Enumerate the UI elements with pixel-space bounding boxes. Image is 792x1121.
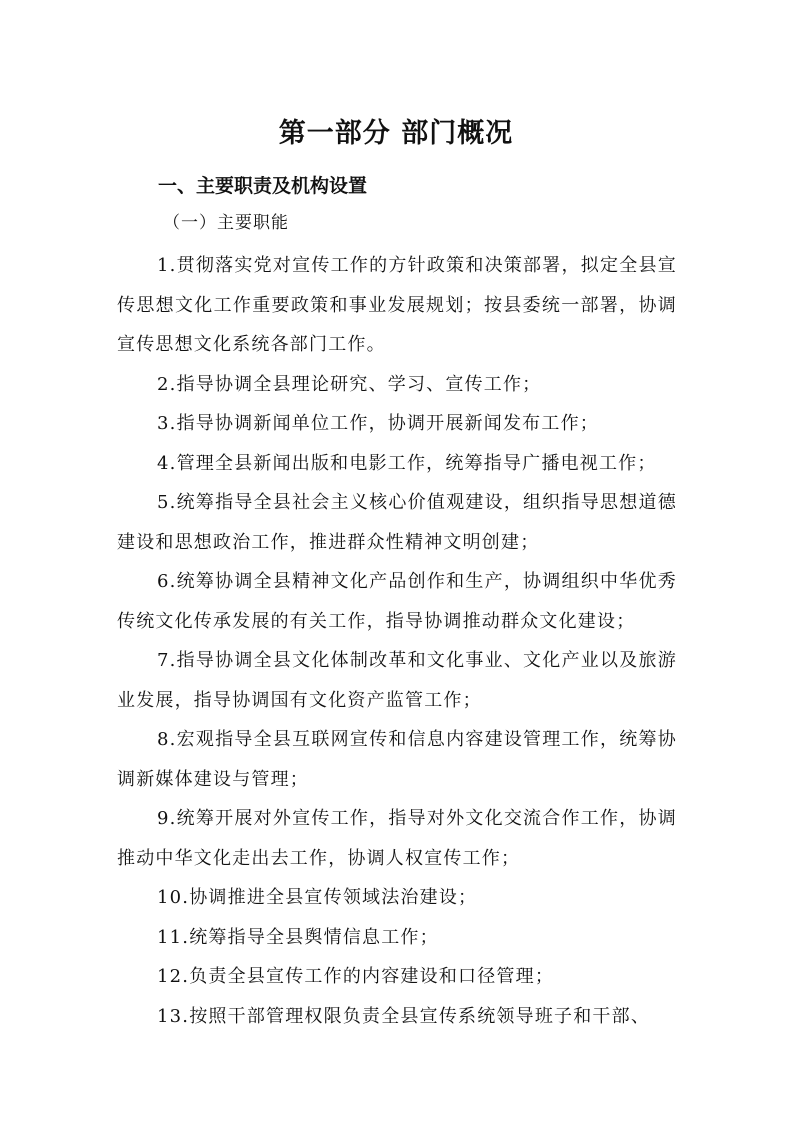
paragraph-6: 6.统筹协调全县精神文化产品创作和生产，协调组织中华优秀传统文化传承发展的有关工作，指导协调推动群众文化建设； [117,571,677,632]
page-title: 第一部分 部门概况 [278,118,514,149]
section-heading: 一、主要职责及机构设置 [158,175,368,197]
paragraph-1: 1.贯彻落实党对宣传工作的方针政策和决策部署，拟定全县宣传思想文化工作重要政策和事业发展规划；按县委统一部署，协调宣传思想文化系统各部门工作。 [117,255,677,355]
paragraph-3: 3.指导协调新闻单位工作，协调开展新闻发布工作； [157,413,599,434]
paragraph-2: 2.指导协调全县理论研究、学习、宣传工作； [157,373,542,395]
paragraph-10: 10.协调推进全县宣传领域法治建设； [157,887,478,908]
paragraph-13: 13.按照干部管理权限负责全县宣传系统领导班子和干部、 [157,1005,651,1027]
paragraph-5: 5.统筹指导全县社会主义核心价值观建设，组织指导思想道德建设和思想政治工作，推进群众性精神文明创建； [117,492,677,553]
paragraph-7: 7.指导协调全县文化体制改革和文化事业、文化产业以及旅游业发展，指导协调国有文化资产监管工作； [117,650,677,711]
paragraph-8: 8.宏观指导全县互联网宣传和信息内容建设管理工作，统筹协调新媒体建设与管理； [117,729,677,790]
paragraph-11: 11.统筹指导全县舆情信息工作； [157,926,439,948]
subsection-heading: （一）主要职能 [163,213,289,233]
body-text [117,246,677,1036]
paragraph-4: 4.管理全县新闻出版和电影工作，统筹指导广播电视工作； [157,452,657,474]
paragraph-9: 9.统筹开展对外宣传工作，指导对外文化交流合作工作，协调推动中华文化走出去工作，协调人权宣传工作； [117,808,677,869]
paragraph-12: 12.负责全县宣传工作的内容建设和口径管理； [157,966,555,987]
